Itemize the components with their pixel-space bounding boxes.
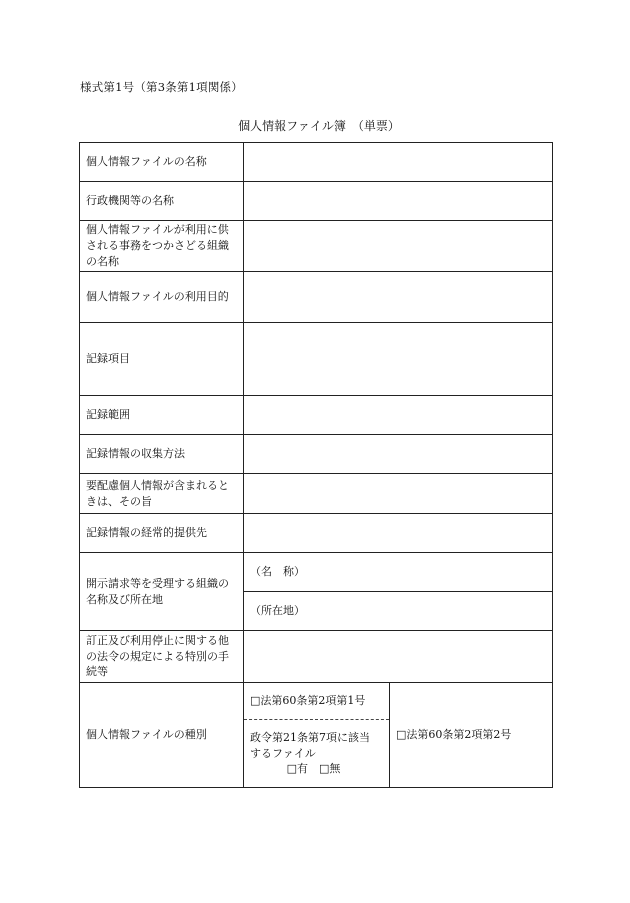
record-items-field[interactable] (244, 323, 553, 396)
file-name-label: 個人情報ファイルの名称 (80, 143, 244, 182)
table-row (80, 396, 553, 435)
sensitive-info-label: 要配慮個人情報が含まれるときは、その旨 (80, 474, 244, 514)
collection-method-field[interactable] (244, 435, 553, 474)
agency-name-field[interactable] (244, 182, 553, 221)
special-provisions-label: 訂正及び利用停止に関する他の法令の規定による特別の手続等 (80, 631, 244, 683)
ordinance-file-cell (244, 720, 390, 788)
table-row (80, 553, 553, 592)
table-row (80, 182, 553, 221)
table-row (80, 221, 553, 272)
file-type-label: 個人情報ファイルの種別 (80, 683, 244, 788)
request-org-name-field[interactable]: （名 称） (244, 553, 553, 592)
table-row (80, 474, 553, 514)
file-type-option-1[interactable]: □法第60条第2項第1号 (244, 683, 390, 720)
record-scope-label: 記録範囲 (80, 396, 244, 435)
file-register-table (79, 142, 553, 788)
collection-method-label: 記録情報の収集方法 (80, 435, 244, 474)
file-name-field[interactable] (244, 143, 553, 182)
record-items-label: 記録項目 (80, 323, 244, 396)
special-provisions-field[interactable] (244, 631, 553, 683)
table-row (80, 514, 553, 553)
table-row (80, 435, 553, 474)
file-type-option-2[interactable]: □法第60条第2項第2号 (390, 683, 553, 788)
request-org-label: 開示請求等を受理する組織の名称及び所在地 (80, 553, 244, 631)
purpose-label: 個人情報ファイルの利用目的 (80, 272, 244, 323)
regular-recipients-label: 記録情報の経常的提供先 (80, 514, 244, 553)
request-org-address-field[interactable]: （所在地） (244, 592, 553, 631)
ordinance-line-1: 政令第21条第7項に該当 (250, 730, 370, 744)
purpose-field[interactable] (244, 272, 553, 323)
form-title: 個人情報ファイル簿 （単票） (238, 119, 400, 133)
table-row (80, 683, 553, 720)
agency-name-label: 行政機関等の名称 (80, 182, 244, 221)
form-number: 様式第1号（第3条第1項関係） (80, 80, 243, 94)
table-row (80, 631, 553, 683)
record-scope-field[interactable] (244, 396, 553, 435)
organization-field[interactable] (244, 221, 553, 272)
ordinance-line-2: するファイル (250, 746, 316, 760)
regular-recipients-field[interactable] (244, 514, 553, 553)
organization-label: 個人情報ファイルが利用に供される事務をつかさどる組織の名称 (80, 221, 244, 272)
ordinance-checkboxes[interactable]: □有 □無 (286, 762, 341, 776)
table-row (80, 323, 553, 396)
sensitive-info-field[interactable] (244, 474, 553, 514)
table-row (80, 143, 553, 182)
table-row (80, 272, 553, 323)
